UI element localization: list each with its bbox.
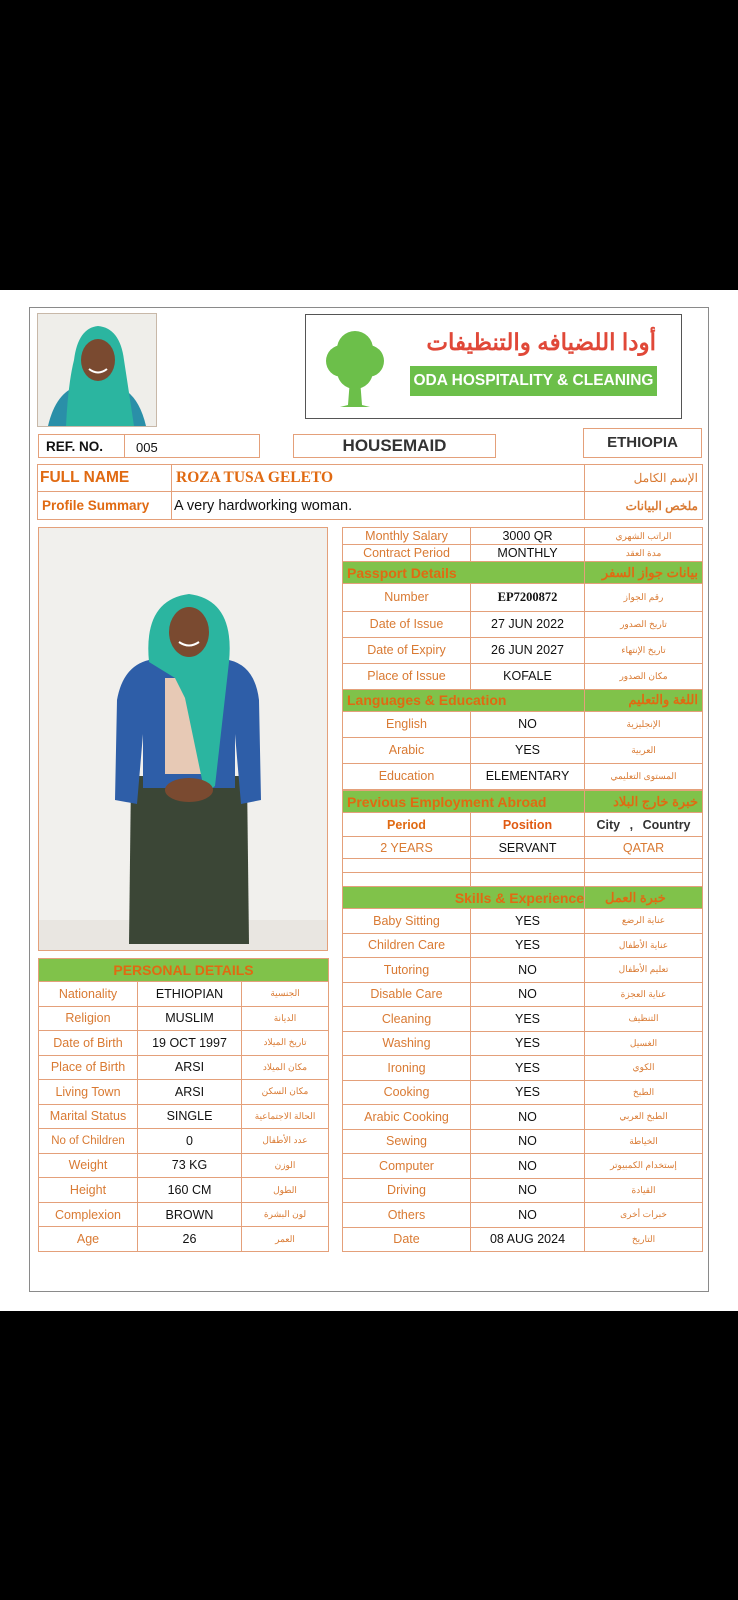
skill-label-ar: إستخدام الكمبيوتر — [585, 1154, 703, 1179]
skill-label: Children Care — [343, 933, 471, 958]
contract-label: Contract Period — [343, 545, 471, 562]
employment-table — [342, 790, 703, 887]
table-row — [343, 663, 703, 689]
table-row-empty — [343, 873, 703, 887]
skill-value: NO — [471, 958, 585, 983]
skill-label: Computer — [343, 1154, 471, 1179]
personal-label: Age — [39, 1227, 138, 1252]
summary-ar: ملخص البيانات — [585, 492, 703, 520]
passport-value: 27 JUN 2022 — [471, 611, 585, 637]
headshot-photo — [37, 313, 157, 427]
passport-number: EP7200872 — [471, 584, 585, 612]
ref-label-cell — [38, 434, 124, 458]
skill-label-ar: الطبخ العربي — [585, 1105, 703, 1130]
profile-table — [37, 464, 703, 520]
personal-label-ar: مكان السكن — [242, 1080, 329, 1105]
full-name: ROZA TUSA GELETO — [172, 465, 585, 492]
skill-value: NO — [471, 1203, 585, 1228]
table-row — [343, 1007, 703, 1032]
personal-label: Place of Birth — [39, 1055, 138, 1080]
personal-value: 26 — [138, 1227, 242, 1252]
table-row — [39, 1006, 329, 1031]
passport-label: Date of Issue — [343, 611, 471, 637]
employment-title-ar: خبرة خارج البلاد — [585, 791, 703, 813]
table-row — [343, 1154, 703, 1179]
table-row — [343, 1080, 703, 1105]
passport-label-ar: رقم الجواز — [585, 584, 703, 612]
skill-value: NO — [471, 1129, 585, 1154]
personal-details-title: PERSONAL DETAILS — [39, 959, 329, 982]
skill-label-ar: الغسيل — [585, 1031, 703, 1056]
ref-value-cell — [124, 434, 260, 458]
contract-label: Monthly Salary — [343, 528, 471, 545]
passport-label-ar: مكان الصدور — [585, 663, 703, 689]
skill-label: Arabic Cooking — [343, 1105, 471, 1130]
education-label-ar: المستوى التعليمي — [585, 763, 703, 789]
personal-value: BROWN — [138, 1202, 242, 1227]
personal-label: Weight — [39, 1153, 138, 1178]
employment-country: QATAR — [585, 837, 703, 859]
personal-label: Date of Birth — [39, 1031, 138, 1056]
personal-label: Nationality — [39, 982, 138, 1007]
skill-value: YES — [471, 909, 585, 934]
table-row — [39, 1031, 329, 1056]
passport-title-ar: بيانات جواز السفر — [585, 562, 703, 584]
passport-label: Date of Expiry — [343, 637, 471, 663]
passport-label-ar: تاريخ الصدور — [585, 611, 703, 637]
personal-label: Marital Status — [39, 1104, 138, 1129]
date-label-ar: التاريخ — [585, 1227, 703, 1252]
table-row — [343, 958, 703, 983]
language-label: English — [343, 711, 471, 737]
table-row — [39, 1104, 329, 1129]
passport-value: KOFALE — [471, 663, 585, 689]
company-name-ar: أودا اللضيافه والتنظيفات — [426, 329, 656, 355]
personal-label-ar: الجنسية — [242, 982, 329, 1007]
passport-title: Passport Details — [343, 562, 585, 584]
contract-value: MONTHLY — [471, 545, 585, 562]
table-row — [343, 637, 703, 663]
skill-value: YES — [471, 1031, 585, 1056]
contract-label-ar: مدة العقد — [585, 545, 703, 562]
table-row — [343, 584, 703, 612]
personal-value: MUSLIM — [138, 1006, 242, 1031]
country-cell — [583, 428, 702, 458]
company-name-en: ODA HOSPITALITY & CLEANING — [410, 366, 657, 396]
skill-label: Baby Sitting — [343, 909, 471, 934]
skill-value: YES — [471, 1056, 585, 1081]
table-row — [39, 1080, 329, 1105]
table-row — [343, 1178, 703, 1203]
table-row — [343, 1129, 703, 1154]
personal-value: 0 — [138, 1129, 242, 1154]
skill-label-ar: الكوي — [585, 1056, 703, 1081]
table-row — [343, 711, 703, 737]
skill-label: Disable Care — [343, 982, 471, 1007]
cv-page — [0, 290, 738, 1311]
table-row — [343, 1105, 703, 1130]
employment-col-period: Period — [343, 813, 471, 837]
passport-value: 26 JUN 2027 — [471, 637, 585, 663]
skill-label-ar: عناية الرضع — [585, 909, 703, 934]
languages-title: Languages & Education — [343, 689, 585, 711]
skill-label: Sewing — [343, 1129, 471, 1154]
personal-label-ar: عدد الأطفال — [242, 1129, 329, 1154]
table-row — [343, 611, 703, 637]
skill-value: NO — [471, 1154, 585, 1179]
skill-value: YES — [471, 1080, 585, 1105]
table-row — [343, 1203, 703, 1228]
personal-label-ar: الحالة الاجتماعية — [242, 1104, 329, 1129]
employment-col-sep: , — [629, 817, 634, 832]
table-row — [343, 1056, 703, 1081]
personal-details-table — [38, 958, 329, 1252]
skill-value: YES — [471, 933, 585, 958]
employment-col-city-country — [585, 813, 703, 837]
table-row — [343, 933, 703, 958]
skill-label-ar: الخياطة — [585, 1129, 703, 1154]
personal-label-ar: لون البشرة — [242, 1202, 329, 1227]
table-row — [343, 737, 703, 763]
skill-label: Ironing — [343, 1056, 471, 1081]
skill-label: Tutoring — [343, 958, 471, 983]
language-label-ar: العربية — [585, 737, 703, 763]
language-label: Arabic — [343, 737, 471, 763]
table-row — [39, 1178, 329, 1203]
skill-label-ar: الطبخ — [585, 1080, 703, 1105]
personal-value: SINGLE — [138, 1104, 242, 1129]
personal-label-ar: مكان الميلاد — [242, 1055, 329, 1080]
table-row — [343, 837, 703, 859]
skill-label-ar: القيادة — [585, 1178, 703, 1203]
personal-label-ar: الوزن — [242, 1153, 329, 1178]
skill-label: Driving — [343, 1178, 471, 1203]
tree-logo-icon — [320, 329, 390, 409]
table-row — [39, 1227, 329, 1252]
table-row — [343, 1031, 703, 1056]
education-value: ELEMENTARY — [471, 763, 585, 789]
personal-label-ar: العمر — [242, 1227, 329, 1252]
contract-label-ar: الراتب الشهري — [585, 528, 703, 545]
personal-label-ar: تاريخ الميلاد — [242, 1031, 329, 1056]
skills-table — [342, 886, 703, 1252]
skill-label-ar: تعليم الأطفال — [585, 958, 703, 983]
passport-label: Place of Issue — [343, 663, 471, 689]
full-name-label: FULL NAME — [38, 465, 172, 492]
personal-label-ar: الديانة — [242, 1006, 329, 1031]
skill-value: NO — [471, 1105, 585, 1130]
employment-period: 2 YEARS — [343, 837, 471, 859]
date-value: 08 AUG 2024 — [471, 1227, 585, 1252]
full-body-photo — [38, 527, 328, 951]
personal-value: 73 KG — [138, 1153, 242, 1178]
language-value: NO — [471, 711, 585, 737]
contract-value: 3000 QR — [471, 528, 585, 545]
language-label-ar: الإنجليزية — [585, 711, 703, 737]
country: ETHIOPIA — [607, 434, 678, 451]
skill-label-ar: التنظيف — [585, 1007, 703, 1032]
table-row — [39, 1153, 329, 1178]
job-title: HOUSEMAID — [342, 436, 447, 455]
employment-col-position: Position — [471, 813, 585, 837]
table-row — [39, 1055, 329, 1080]
education-label: Education — [343, 763, 471, 789]
employment-position: SERVANT — [471, 837, 585, 859]
skill-label-ar: عناية الأطفال — [585, 933, 703, 958]
skill-label-ar: خبرات أخرى — [585, 1203, 703, 1228]
skill-label: Others — [343, 1203, 471, 1228]
personal-value: ARSI — [138, 1055, 242, 1080]
skills-title: Skills & Experience — [343, 887, 585, 909]
personal-value: 19 OCT 1997 — [138, 1031, 242, 1056]
table-row — [39, 982, 329, 1007]
employment-col-city: City — [596, 817, 621, 832]
personal-label-ar: الطول — [242, 1178, 329, 1203]
ref-label: REF. NO. — [46, 439, 104, 454]
skill-value: NO — [471, 982, 585, 1007]
table-row — [39, 1202, 329, 1227]
full-name-ar: الإسم الكامل — [585, 465, 703, 492]
passport-label: Number — [343, 584, 471, 612]
job-title-cell — [293, 434, 496, 458]
table-row — [343, 982, 703, 1007]
personal-value: ARSI — [138, 1080, 242, 1105]
table-row — [39, 1129, 329, 1154]
languages-title-ar: اللغة والتعليم — [585, 689, 703, 711]
table-row — [343, 1227, 703, 1252]
skill-value: NO — [471, 1178, 585, 1203]
personal-label: No of Children — [39, 1129, 138, 1154]
table-row — [343, 909, 703, 934]
skill-value: YES — [471, 1007, 585, 1032]
summary-text: A very hardworking woman. — [172, 492, 585, 520]
details-table-top — [342, 527, 703, 790]
personal-label: Complexion — [39, 1202, 138, 1227]
language-value: YES — [471, 737, 585, 763]
company-logo-box — [305, 314, 682, 419]
table-row — [343, 763, 703, 789]
skill-label-ar: عناية العجزة — [585, 982, 703, 1007]
passport-label-ar: تاريخ الإنتهاء — [585, 637, 703, 663]
skills-title-ar: خبرة العمل — [585, 887, 703, 909]
table-row-empty — [343, 859, 703, 873]
skill-label: Washing — [343, 1031, 471, 1056]
date-label: Date — [343, 1227, 471, 1252]
employment-title: Previous Employment Abroad — [343, 791, 585, 813]
employment-col-country: Country — [642, 817, 691, 832]
skill-label: Cooking — [343, 1080, 471, 1105]
summary-label: Profile Summary — [38, 492, 172, 520]
skill-label: Cleaning — [343, 1007, 471, 1032]
personal-label: Height — [39, 1178, 138, 1203]
personal-label: Religion — [39, 1006, 138, 1031]
personal-label: Living Town — [39, 1080, 138, 1105]
ref-value: 005 — [136, 440, 158, 455]
personal-value: 160 CM — [138, 1178, 242, 1203]
personal-value: ETHIOPIAN — [138, 982, 242, 1007]
